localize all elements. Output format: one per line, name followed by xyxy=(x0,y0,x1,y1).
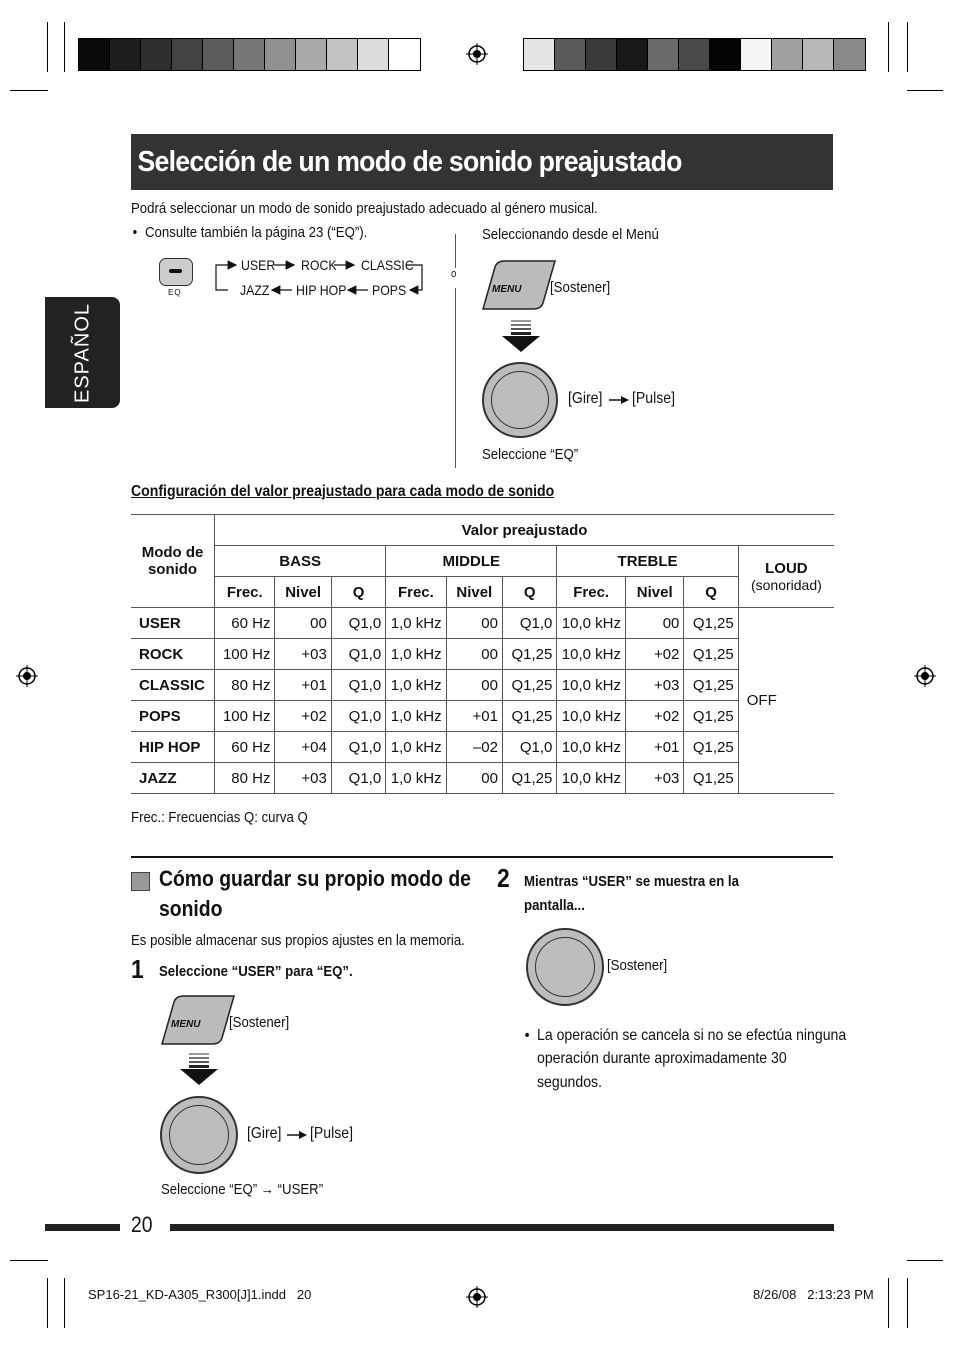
table-row xyxy=(131,670,834,701)
flow-classic: CLASSIC xyxy=(361,257,414,273)
value-cell: Q1,0 xyxy=(331,732,385,763)
table-header-bass: BASS xyxy=(215,546,386,577)
color-swatch xyxy=(172,39,203,70)
menu-button-label: MENU xyxy=(492,284,522,295)
color-swatch xyxy=(327,39,358,70)
registration-mark-icon xyxy=(466,43,488,65)
crop-mark xyxy=(47,1278,48,1328)
color-swatch xyxy=(234,39,265,70)
eq-button-bar-icon xyxy=(169,269,182,273)
table-row xyxy=(131,701,834,732)
save-heading-line2: sonido xyxy=(159,896,223,921)
value-cell: 80 Hz xyxy=(215,763,275,794)
value-cell: 00 xyxy=(626,608,684,639)
value-cell: Q1,25 xyxy=(684,701,738,732)
flow-user: USER xyxy=(241,257,276,273)
title-bar xyxy=(131,134,833,190)
crop-mark xyxy=(64,22,65,72)
color-swatch xyxy=(679,39,710,70)
value-cell: 1,0 kHz xyxy=(386,701,446,732)
crop-mark xyxy=(907,90,943,91)
mode-cell: POPS xyxy=(131,701,215,732)
step1-number: 1 xyxy=(131,954,144,984)
right-arrow-icon xyxy=(287,1130,307,1140)
table-header-loud xyxy=(738,546,834,608)
col-q: Q xyxy=(502,577,556,608)
note-line3: segundos. xyxy=(537,1074,602,1091)
color-swatch xyxy=(296,39,327,70)
loud-subheader: (sonoridad) xyxy=(750,577,822,593)
table-row xyxy=(131,608,834,639)
color-swatch xyxy=(389,39,420,70)
value-cell: 00 xyxy=(275,608,331,639)
control-dial xyxy=(160,1096,238,1174)
crop-mark xyxy=(10,1260,48,1261)
color-swatch xyxy=(265,39,296,70)
color-swatch xyxy=(110,39,141,70)
crop-mark xyxy=(888,22,889,72)
value-cell: 00 xyxy=(446,763,502,794)
value-cell: Q1,0 xyxy=(331,763,385,794)
color-swatch xyxy=(803,39,834,70)
value-cell: 1,0 kHz xyxy=(386,639,446,670)
config-heading: Configuración del valor preajustado para cada modo de sonido xyxy=(131,483,555,500)
color-swatch xyxy=(586,39,617,70)
section-square-icon xyxy=(131,872,150,891)
value-cell: 10,0 kHz xyxy=(557,732,626,763)
col-q: Q xyxy=(331,577,385,608)
flow-jazz: JAZZ xyxy=(240,282,270,298)
value-cell: 00 xyxy=(446,670,502,701)
footer-date: 8/26/08 2:13:23 PM xyxy=(753,1287,874,1302)
footer-file: SP16-21_KD-A305_R300[J]1.indd 20 xyxy=(88,1287,312,1302)
table-row xyxy=(131,763,834,794)
color-swatch xyxy=(524,39,555,70)
color-swatch xyxy=(741,39,772,70)
mode-header-line1: Modo de xyxy=(141,544,204,561)
save-heading-line1: Cómo guardar su propio modo de xyxy=(159,866,471,891)
flow-hiphop: HIP HOP xyxy=(296,282,347,298)
select-eq-label: Seleccione “EQ” xyxy=(482,446,579,463)
col-level: Nivel xyxy=(275,577,331,608)
value-cell: +02 xyxy=(626,639,684,670)
down-arrow-icon xyxy=(178,1053,220,1087)
crop-mark xyxy=(907,22,908,72)
color-swatch xyxy=(772,39,803,70)
color-swatch xyxy=(648,39,679,70)
color-swatch xyxy=(358,39,389,70)
mode-cell: ROCK xyxy=(131,639,215,670)
footer-rule-right xyxy=(170,1224,834,1231)
value-cell: Q1,25 xyxy=(684,608,738,639)
note-line2: operación durante aproximadamente 30 xyxy=(537,1050,787,1067)
or-label: o xyxy=(451,268,457,280)
language-tab-label: ESPAÑOL xyxy=(71,302,93,403)
right-arrow-icon xyxy=(609,395,629,405)
value-cell: –02 xyxy=(446,732,502,763)
color-swatch xyxy=(617,39,648,70)
table-header-middle: MIDDLE xyxy=(386,546,557,577)
crop-mark xyxy=(64,1278,65,1328)
menu-button-label: MENU xyxy=(171,1019,201,1030)
col-freq: Frec. xyxy=(215,577,275,608)
crop-mark xyxy=(907,1278,908,1328)
mode-cell: JAZZ xyxy=(131,763,215,794)
hold-label: [Sostener] xyxy=(607,957,668,974)
value-cell: 1,0 kHz xyxy=(386,608,446,639)
value-cell: Q1,0 xyxy=(331,639,385,670)
step2-number: 2 xyxy=(497,863,510,893)
crop-mark xyxy=(47,22,48,72)
value-cell: Q1,0 xyxy=(331,608,385,639)
value-cell: 10,0 kHz xyxy=(557,639,626,670)
color-swatch-bar-left xyxy=(78,38,421,71)
flow-pops: POPS xyxy=(372,282,407,298)
table-header-mode xyxy=(131,515,215,608)
eq-button-label: EQ xyxy=(168,288,182,297)
step2-line1: Mientras “USER” se muestra en la xyxy=(524,873,739,890)
press-label: [Pulse] xyxy=(310,1125,354,1142)
intro-bullet: • Consulte también la página 23 (“EQ”). xyxy=(145,224,367,241)
mode-cell: USER xyxy=(131,608,215,639)
mode-header-line2: sonido xyxy=(147,561,198,578)
value-cell: Q1,0 xyxy=(331,701,385,732)
turn-label: [Gire] xyxy=(568,390,603,407)
note-line1: • La operación se cancela si no se efectúa ninguna xyxy=(537,1027,846,1045)
col-freq: Frec. xyxy=(557,577,626,608)
table-header-treble: TREBLE xyxy=(557,546,738,577)
value-cell: 100 Hz xyxy=(215,639,275,670)
table-row xyxy=(131,639,834,670)
value-cell: 80 Hz xyxy=(215,670,275,701)
control-dial xyxy=(482,362,558,438)
table-header-preset: Valor preajustado xyxy=(215,515,834,546)
step2-line2: pantalla... xyxy=(524,897,585,914)
value-cell: 10,0 kHz xyxy=(557,608,626,639)
color-swatch xyxy=(79,39,110,70)
divider xyxy=(455,234,456,268)
mode-cell: CLASSIC xyxy=(131,670,215,701)
control-dial xyxy=(526,928,604,1006)
color-swatch-bar-right xyxy=(523,38,866,71)
value-cell: Q1,25 xyxy=(684,732,738,763)
value-cell: 10,0 kHz xyxy=(557,701,626,732)
value-cell: +02 xyxy=(626,701,684,732)
loud-header: LOUD xyxy=(765,560,808,577)
col-q: Q xyxy=(684,577,738,608)
value-cell: Q1,25 xyxy=(684,639,738,670)
value-cell: 1,0 kHz xyxy=(386,670,446,701)
value-cell: +04 xyxy=(275,732,331,763)
value-cell: 10,0 kHz xyxy=(557,763,626,794)
value-cell: 00 xyxy=(446,639,502,670)
language-tab xyxy=(45,297,120,408)
value-cell: Q1,25 xyxy=(684,670,738,701)
value-cell: +01 xyxy=(446,701,502,732)
value-cell: 60 Hz xyxy=(215,732,275,763)
down-arrow-icon xyxy=(500,320,542,354)
value-cell: +01 xyxy=(626,732,684,763)
value-cell: Q1,25 xyxy=(502,639,556,670)
hold-label: [Sostener] xyxy=(229,1014,290,1031)
value-cell: 10,0 kHz xyxy=(557,670,626,701)
eq-button xyxy=(159,258,193,286)
value-cell: +03 xyxy=(275,639,331,670)
registration-mark-icon xyxy=(466,1286,488,1308)
value-cell: +03 xyxy=(626,670,684,701)
press-label: [Pulse] xyxy=(632,390,676,407)
value-cell: +03 xyxy=(626,763,684,794)
value-cell: 1,0 kHz xyxy=(386,763,446,794)
table-row xyxy=(131,732,834,763)
value-cell: 1,0 kHz xyxy=(386,732,446,763)
divider xyxy=(455,288,456,468)
col-level: Nivel xyxy=(626,577,684,608)
col-level: Nivel xyxy=(446,577,502,608)
value-cell: Q1,25 xyxy=(684,763,738,794)
value-cell: 00 xyxy=(446,608,502,639)
loud-value-cell: OFF xyxy=(738,608,834,794)
crop-mark xyxy=(888,1278,889,1328)
registration-mark-icon xyxy=(914,665,936,687)
page-title: Selección de un modo de sonido preajustado xyxy=(137,146,682,178)
step1-text: Seleccione “USER” para “EQ”. xyxy=(159,963,353,980)
value-cell: 60 Hz xyxy=(215,608,275,639)
value-cell: Q1,25 xyxy=(502,701,556,732)
mode-cell: HIP HOP xyxy=(131,732,215,763)
registration-mark-icon xyxy=(16,665,38,687)
hold-label: [Sostener] xyxy=(550,279,611,296)
value-cell: Q1,0 xyxy=(502,608,556,639)
table-note: Frec.: Frecuencias Q: curva Q xyxy=(131,809,308,826)
footer-rule-left xyxy=(45,1224,120,1231)
value-cell: Q1,0 xyxy=(331,670,385,701)
menu-section-heading: Seleccionando desde el Menú xyxy=(482,226,659,243)
value-cell: Q1,25 xyxy=(502,763,556,794)
crop-mark xyxy=(907,1260,943,1261)
page-number: 20 xyxy=(131,1212,153,1237)
color-swatch xyxy=(555,39,586,70)
color-swatch xyxy=(141,39,172,70)
value-cell: +03 xyxy=(275,763,331,794)
value-cell: +02 xyxy=(275,701,331,732)
crop-mark xyxy=(10,90,48,91)
color-swatch xyxy=(834,39,865,70)
turn-label: [Gire] xyxy=(247,1125,282,1142)
color-swatch xyxy=(710,39,741,70)
save-intro: Es posible almacenar sus propios ajustes en la memoria. xyxy=(131,932,465,949)
value-cell: Q1,25 xyxy=(502,670,556,701)
value-cell: Q1,0 xyxy=(502,732,556,763)
intro-text: Podrá seleccionar un modo de sonido preajustado adecuado al género musical. xyxy=(131,200,598,217)
col-freq: Frec. xyxy=(386,577,446,608)
select-eq-user-label: Seleccione “EQ” → “USER” xyxy=(161,1181,324,1198)
preset-table xyxy=(131,514,834,794)
value-cell: 100 Hz xyxy=(215,701,275,732)
color-swatch xyxy=(203,39,234,70)
value-cell: +01 xyxy=(275,670,331,701)
section-rule xyxy=(131,856,833,858)
flow-rock: ROCK xyxy=(301,257,337,273)
